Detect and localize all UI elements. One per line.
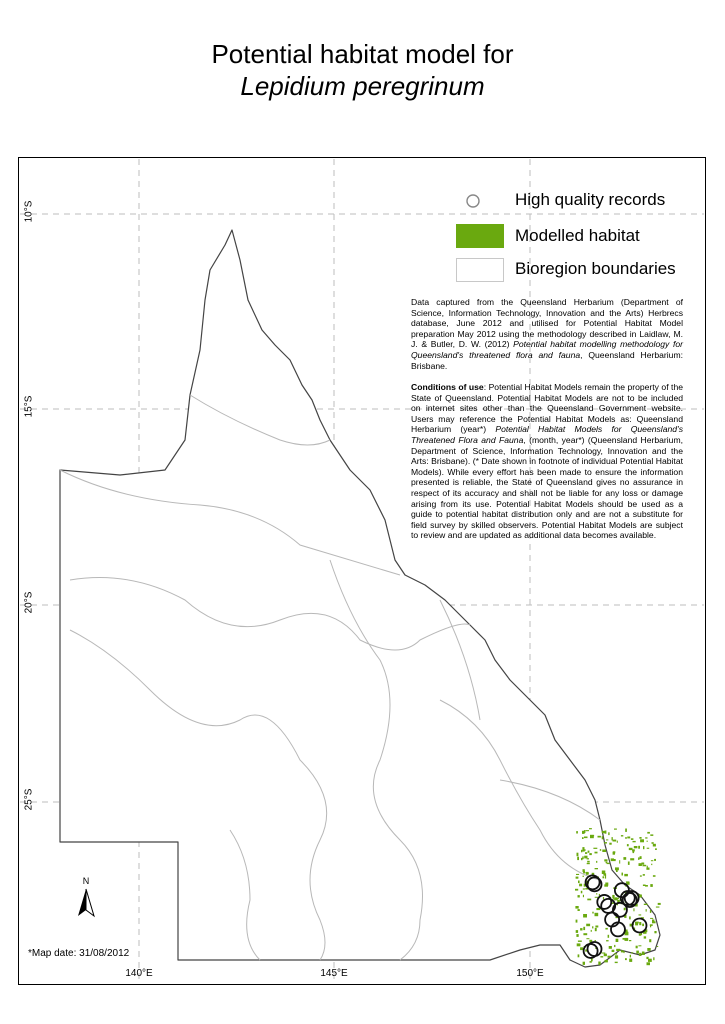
habitat-patch: [648, 959, 652, 962]
habitat-patch: [624, 908, 626, 911]
habitat-patch: [587, 861, 590, 863]
habitat-patch: [631, 838, 634, 840]
habitat-patch: [582, 837, 584, 839]
habitat-patch: [581, 891, 583, 894]
habitat-patch: [622, 873, 624, 876]
habitat-patch: [576, 874, 579, 875]
habitat-patch: [576, 831, 578, 833]
habitat-patch: [614, 829, 617, 830]
legend-habitat-label: Modelled habitat: [515, 226, 640, 245]
habitat-patch: [653, 844, 656, 847]
habitat-patch: [639, 953, 641, 956]
habitat-patch: [584, 849, 585, 851]
habitat-patch: [589, 828, 592, 829]
habitat-patch: [583, 895, 584, 897]
habitat-patch: [580, 947, 583, 950]
habitat-patch: [627, 844, 629, 846]
habitat-patch: [617, 841, 618, 843]
habitat-patch: [602, 953, 606, 954]
map-date: *Map date: 31/08/2012: [28, 948, 130, 959]
habitat-patch: [584, 856, 587, 859]
habitat-patch: [642, 924, 644, 927]
habitat-patch: [600, 849, 601, 851]
habitat-patch: [614, 953, 617, 954]
habitat-patch: [576, 930, 578, 933]
habitat-patch: [609, 946, 612, 949]
lon-label-150: 150°E: [516, 968, 544, 979]
north-label: N: [82, 876, 90, 886]
habitat-patch: [656, 907, 660, 908]
habitat-patch: [647, 948, 650, 951]
habitat-patch: [606, 839, 608, 840]
habitat-patch: [654, 859, 656, 861]
habitat-patch: [578, 909, 580, 911]
habitat-patch: [652, 842, 654, 844]
habitat-patch: [584, 837, 588, 839]
habitat-patch: [592, 912, 593, 914]
habitat-patch: [596, 893, 597, 894]
habitat-patch: [608, 935, 610, 938]
habitat-patch: [646, 909, 647, 912]
habitat-patch: [588, 851, 590, 853]
habitat-patch: [651, 864, 652, 865]
habitat-patch: [609, 843, 611, 845]
habitat-patch: [645, 885, 648, 887]
habitat-patch: [627, 837, 630, 839]
habitat-patch: [582, 847, 584, 850]
map-species-name: Lepidium peregrinum: [240, 71, 485, 101]
habitat-patch: [643, 865, 647, 867]
habitat-patch: [614, 945, 615, 947]
habitat-patch: [583, 871, 585, 874]
habitat-patch: [611, 858, 614, 861]
habitat-patch: [650, 918, 653, 919]
habitat-patch: [605, 875, 606, 878]
habitat-patch: [634, 846, 638, 848]
habitat-patch: [615, 955, 618, 958]
habitat-patch: [649, 939, 651, 942]
habitat-patch: [647, 962, 651, 965]
habitat-patch: [650, 924, 653, 926]
habitat-patch: [643, 874, 645, 876]
habitat-patch: [629, 959, 632, 962]
habitat-patch: [630, 955, 631, 958]
habitat-patch: [644, 904, 648, 905]
habitat-patch: [586, 872, 589, 875]
habitat-patch: [575, 889, 578, 891]
habitat-patch: [643, 846, 644, 849]
habitat-patch: [654, 931, 656, 933]
conditions-of-use: [411, 382, 683, 541]
habitat-patch: [604, 859, 607, 861]
source-italic: Potential habitat modelling methodology for Queensland's threatened flora and fauna: [411, 339, 683, 360]
habitat-patch: [583, 876, 584, 877]
habitat-patch: [604, 842, 607, 843]
habitat-patch: [604, 954, 607, 957]
habitat-patch: [625, 958, 627, 960]
habitat-patch: [576, 920, 578, 923]
habitat-patch: [647, 848, 650, 849]
habitat-patch: [605, 883, 608, 886]
habitat-patch: [605, 831, 607, 834]
habitat-patch: [635, 922, 639, 924]
lat-label-15: 15°S: [23, 395, 35, 418]
habitat-patch: [575, 906, 578, 909]
habitat-patch: [639, 922, 641, 925]
habitat-patch: [612, 895, 614, 898]
habitat-patch: [614, 859, 616, 861]
lon-label-140: 140°E: [125, 968, 153, 979]
habitat-patch: [587, 899, 591, 901]
habitat-patch: [584, 830, 586, 833]
habitat-patch: [591, 930, 592, 932]
habitat-patch: [602, 850, 606, 853]
habitat-patch: [616, 939, 619, 942]
habitat-patch: [636, 951, 639, 954]
source-text: Data captured from the Queensland Herbarium (Department of Science, Information Technology, Innovation and the Arts) Herbrecs database, June 2012 and utilised for Potential Habitat Model preparation May 2012 using the methodology described in Laidlaw, M. J. & Butler, D. W. (2012): [411, 297, 683, 350]
lat-label-20: 20°S: [23, 591, 35, 614]
habitat-patch: [606, 940, 609, 941]
habitat-patch: [586, 924, 590, 927]
conditions-italic: Potential Habitat Models for Queensland's Threatened Flora and Fauna: [411, 424, 683, 445]
habitat-patch: [577, 857, 579, 860]
habitat-patch: [592, 926, 593, 928]
habitat-patch: [638, 945, 641, 946]
lat-label-25: 25°S: [23, 788, 35, 811]
habitat-patch: [595, 928, 597, 931]
habitat-patch: [616, 949, 620, 951]
habitat-patch: [647, 841, 648, 842]
habitat-patch: [658, 903, 661, 905]
habitat-patch: [598, 836, 601, 838]
habitat-patch: [605, 928, 607, 930]
habitat-patch: [593, 848, 597, 849]
habitat-patch: [577, 943, 581, 946]
habitat-patch: [628, 862, 630, 865]
habitat-patch: [607, 863, 610, 864]
habitat-patch: [581, 850, 582, 853]
habitat-patch: [619, 860, 620, 863]
habitat-patch: [651, 860, 653, 861]
habitat-patch: [580, 928, 582, 930]
habitat-patch: [613, 852, 615, 855]
habitat-patch: [639, 914, 642, 915]
habitat-patch: [642, 954, 645, 955]
habitat-patch: [578, 954, 580, 957]
habitat-patch: [629, 848, 633, 850]
habitat-patch: [595, 940, 597, 941]
lat-label-10: 10°S: [23, 200, 35, 223]
habitat-patch: [653, 957, 654, 960]
habitat-patch: [623, 857, 626, 860]
habitat-patch: [608, 956, 611, 958]
habitat-patch: [639, 837, 641, 839]
habitat-patch: [595, 868, 598, 869]
habitat-patch: [591, 835, 595, 836]
habitat-patch: [586, 830, 589, 831]
habitat-patch: [650, 834, 653, 836]
habitat-patch: [595, 926, 598, 928]
habitat-patch: [587, 863, 590, 864]
habitat-patch: [583, 962, 585, 965]
circle-outline-icon: [463, 191, 483, 211]
lon-label-145: 145°E: [320, 968, 348, 979]
habitat-patch: [598, 962, 600, 965]
habitat-patch: [615, 867, 619, 870]
habitat-patch: [655, 848, 657, 850]
habitat-patch: [633, 851, 635, 853]
habitat-patch: [612, 950, 615, 952]
habitat-patch: [657, 946, 659, 947]
north-arrow-icon: [73, 874, 99, 920]
habitat-patch: [646, 957, 648, 959]
habitat-patch: [578, 941, 582, 942]
legend-records-label: High quality records: [515, 190, 666, 209]
habitat-patch: [646, 868, 649, 870]
habitat-patch: [615, 897, 616, 898]
habitat-patch: [603, 876, 605, 878]
habitat-patch: [576, 877, 579, 879]
habitat-patch: [638, 857, 639, 860]
conditions-text-2: , (month, year*) (Queensland Herbarium, Department of Science, Information Technology, Innovation and the Arts: Brisbane). (* Date shown in footnote of individual Potential Habitat Models). While every effort has been made to ensure the information presented is reliable, the State of Queensland gives no assurance in respect of its accuracy and shall not be liable for any loss or damage arising from its use. Potential Habitat Models should be used as a guide to potential habitat distribution only and are not a substitute for field survey by skilled observers. Potential Habitat Models are subject to review and are updated as additional data becomes available.: [411, 434, 683, 541]
habitat-patch: [629, 916, 631, 919]
habitat-patch: [615, 962, 618, 963]
habitat-patch: [652, 921, 656, 923]
habitat-patch: [633, 841, 636, 842]
habitat-patch: [602, 871, 606, 875]
habitat-patch: [583, 914, 587, 918]
habitat-patch: [647, 866, 648, 868]
habitat-patch: [579, 884, 582, 887]
habitat-patch: [633, 908, 634, 911]
habitat-patch: [581, 858, 583, 860]
habitat-patch: [585, 852, 587, 854]
habitat-patch: [636, 946, 638, 949]
habitat-patch: [583, 933, 587, 935]
source-tail: , Queensland Herbarium: Brisbane.: [411, 349, 683, 371]
habitat-patch: [630, 858, 634, 860]
habitat-patch: [618, 898, 619, 900]
habitat-patch: [589, 853, 592, 855]
habitat-patch: [602, 836, 604, 839]
habitat-patch: [578, 895, 580, 897]
habitat-patch: [640, 839, 644, 842]
habitat-patch: [583, 927, 585, 930]
data-source-note: [411, 297, 683, 371]
habitat-patch: [624, 951, 625, 953]
habitat-patch: [608, 832, 609, 835]
conditions-heading: Conditions of use: [411, 382, 484, 392]
legend-bioregion-label: Bioregion boundaries: [515, 259, 676, 278]
habitat-patch: [600, 956, 603, 957]
habitat-patch: [639, 863, 642, 866]
habitat-patch: [583, 888, 585, 889]
habitat-patch: [605, 960, 608, 963]
habitat-patch: [645, 837, 647, 838]
habitat-patch: [595, 852, 598, 854]
habitat-patch: [578, 881, 580, 884]
habitat-patch: [612, 837, 613, 840]
habitat-patch: [631, 952, 632, 954]
habitat-patch: [626, 881, 630, 882]
habitat-patch: [621, 950, 624, 952]
habitat-patch: [650, 910, 651, 913]
habitat-patch: [603, 897, 604, 900]
legend-habitat-swatch: [456, 224, 504, 248]
habitat-patch: [640, 856, 642, 859]
habitat-patch: [596, 861, 597, 863]
habitat-patch: [621, 835, 623, 836]
map-title: Potential habitat model for: [211, 39, 514, 69]
habitat-patch: [625, 829, 627, 832]
habitat-patch: [650, 884, 653, 887]
habitat-patch: [577, 853, 579, 857]
habitat-patch: [595, 913, 599, 916]
habitat-patch: [653, 875, 656, 877]
conditions-text-1: : Potential Habitat Models remain the property of the State of Queensland. Potential Habitat Models are not to be included on internet sites other than the Queensland Government website. Users may reference the Potential Habitat Models as: Queensland Herbarium (year*): [411, 382, 683, 435]
habitat-patch: [644, 936, 646, 938]
habitat-patch: [629, 940, 631, 941]
habitat-patch: [625, 938, 629, 941]
habitat-patch: [576, 934, 578, 937]
habitat-patch: [625, 932, 628, 935]
habitat-patch: [625, 837, 627, 839]
habitat-patch: [582, 856, 583, 859]
habitat-patch: [613, 840, 617, 842]
habitat-patch: [640, 875, 642, 876]
habitat-patch: [638, 846, 640, 849]
habitat-patch: [624, 874, 628, 876]
legend-bioregion-swatch: [456, 258, 504, 282]
habitat-patch: [647, 832, 650, 834]
habitat-patch: [586, 938, 589, 939]
